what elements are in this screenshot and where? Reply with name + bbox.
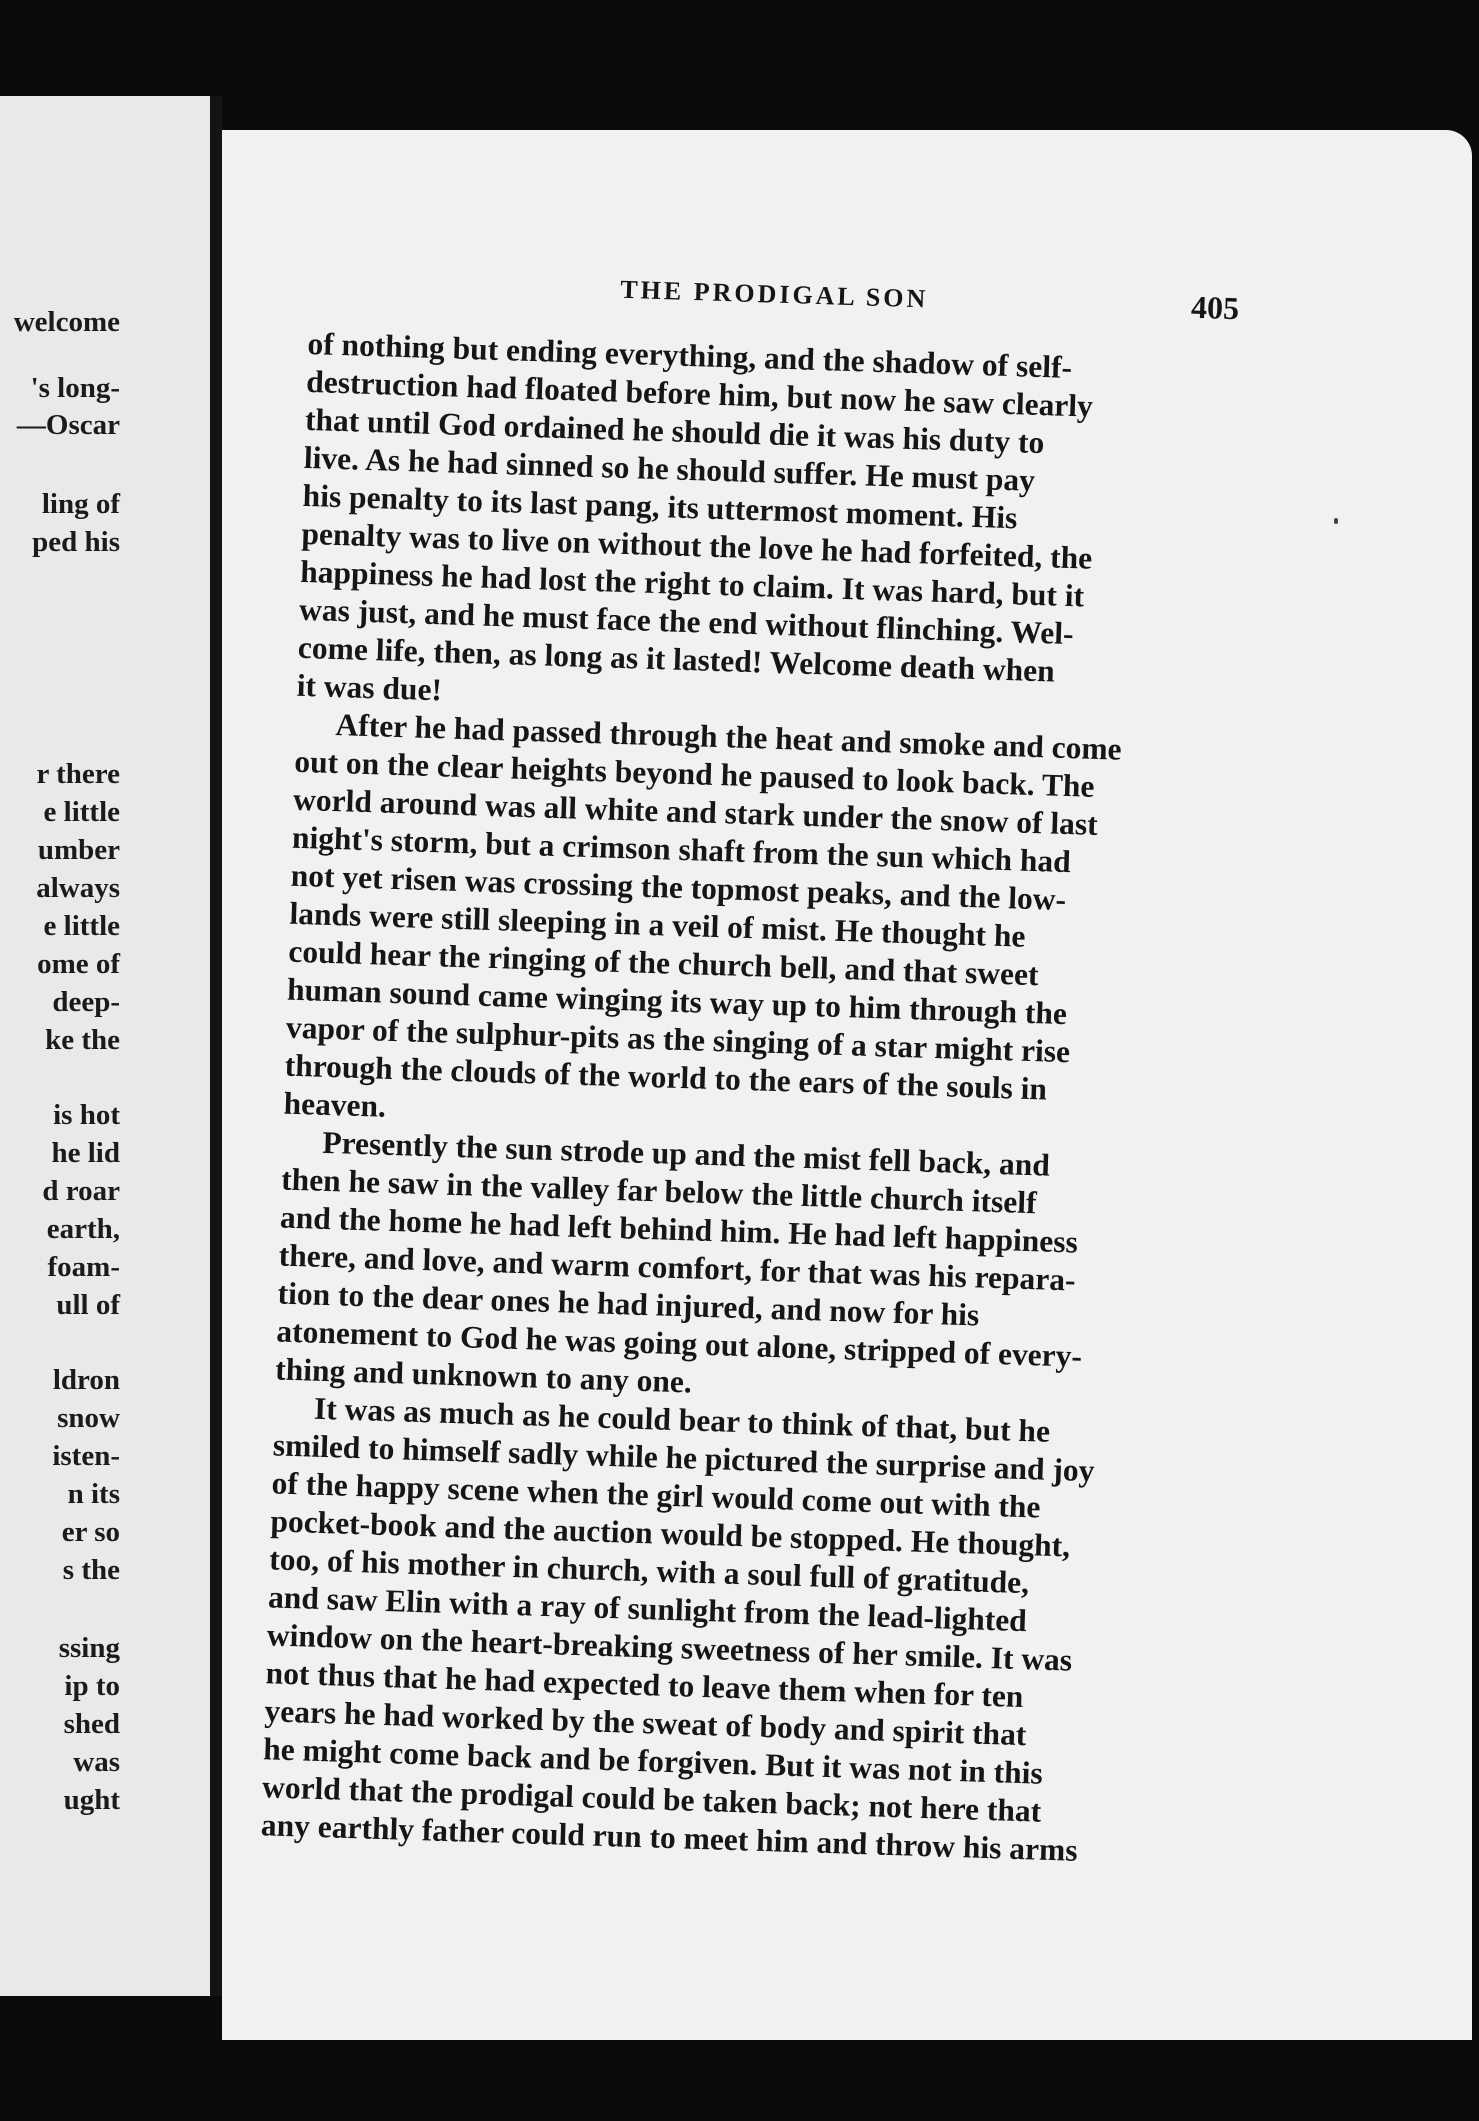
left-page-line: umber bbox=[37, 834, 120, 866]
left-page-line: foam- bbox=[47, 1251, 120, 1283]
left-page-line: er so bbox=[61, 1516, 120, 1548]
left-page-line: ip to bbox=[64, 1670, 120, 1702]
left-page-line: ldron bbox=[52, 1364, 120, 1396]
page-number: 405 bbox=[1190, 288, 1240, 327]
left-page-line: shed bbox=[63, 1708, 120, 1740]
left-page-line: he lid bbox=[51, 1137, 120, 1169]
left-page-line: earth, bbox=[46, 1213, 120, 1245]
left-page-line: e little bbox=[43, 796, 120, 828]
left-page-line: ull of bbox=[56, 1289, 120, 1321]
paragraph: Presently the sun strode up and the mist fell back, and then he saw in the valley far below the little church itself and the home he had left behind him. He had left happiness there, and love, and warm comfort, for that was his repara- tion to the dear ones he had injured, and now for his atonement to God he was going out alone, stripped of every- thing and unknown to any one. bbox=[274, 1124, 1083, 1400]
paragraph: It was as much as he could bear to think of that, but he smiled to himself sadly while he pictured the surprise and joy of the happy scene when the girl would come out with the pocket-book and the auction would be stopped. He thought, too, of his mother in church, with a soul full of gratitude, and saw Elin with a ray of sunlight from the lead-lighted window on the heart-breaking sweetness of her smile. It was not thus that he had expected to leave them when for ten years he had worked by the sweat of body and spirit that he might come back and be forgiven. But it was not in this world that the prodigal could be taken back; not here that any earthly father could run to meet him and throw his arms bbox=[260, 1390, 1096, 1868]
paragraph: of nothing but ending everything, and the shadow of self- destruction had floated before him, but now he saw clearly that until God ordained he should die it was his duty to live. As he had sinned so he should suffer. He must pay his penalty to its last pang, its uttermost moment. His penalty was to live on without the love he had forfeited, the happiness he had lost the right to claim. It was hard, but it was just, and he must face the end without flinching. Wel- come life, then, as long as it lasted! Welcome death when it was due! bbox=[296, 325, 1094, 708]
left-page-line: r there bbox=[36, 758, 120, 790]
left-page-line: welcome bbox=[13, 306, 120, 338]
book-gutter bbox=[210, 96, 222, 1996]
left-page-line: 's long- bbox=[30, 372, 120, 404]
left-page-line: deep- bbox=[52, 986, 120, 1018]
left-page-line: d roar bbox=[42, 1175, 120, 1207]
page-content bbox=[260, 265, 1239, 1873]
print-speck bbox=[1334, 518, 1338, 524]
left-page-line: was bbox=[73, 1746, 120, 1778]
left-page-line: e little bbox=[43, 910, 120, 942]
left-page-line: n its bbox=[67, 1478, 120, 1510]
left-page-line: ome of bbox=[37, 948, 120, 980]
left-page bbox=[0, 96, 210, 1996]
left-page-line: ped his bbox=[32, 526, 120, 558]
left-page-line: is hot bbox=[53, 1099, 120, 1131]
left-page-line: s the bbox=[62, 1554, 120, 1586]
left-page-line: isten- bbox=[52, 1440, 120, 1472]
left-page-line: ling of bbox=[41, 488, 120, 520]
left-page-line: —Oscar bbox=[16, 409, 120, 441]
left-page-line: ssing bbox=[58, 1632, 120, 1664]
left-page-line: ke the bbox=[45, 1024, 120, 1056]
running-title: THE PRODIGAL SON bbox=[619, 274, 929, 314]
left-page-line: ught bbox=[63, 1784, 120, 1816]
right-page bbox=[222, 130, 1472, 2040]
left-page-line: always bbox=[36, 872, 120, 904]
paragraph: After he had passed through the heat and smoke and come out on the clear heights beyond he paused to look back. The world around was all white and stark under the snow of last night's storm, but a crimson shaft from the sun which had not yet risen was crossing the topmost peaks, and the low- lands were still sleeping in a veil of mist. He thought he could hear the ringing of the church bell, and that sweet human sound came winging its way up to him through the vapor of the sulphur-pits as the singing of a star might rise through the clouds of the world to the ears of the souls in heaven. bbox=[283, 707, 1123, 1124]
left-page-line: snow bbox=[57, 1402, 120, 1434]
